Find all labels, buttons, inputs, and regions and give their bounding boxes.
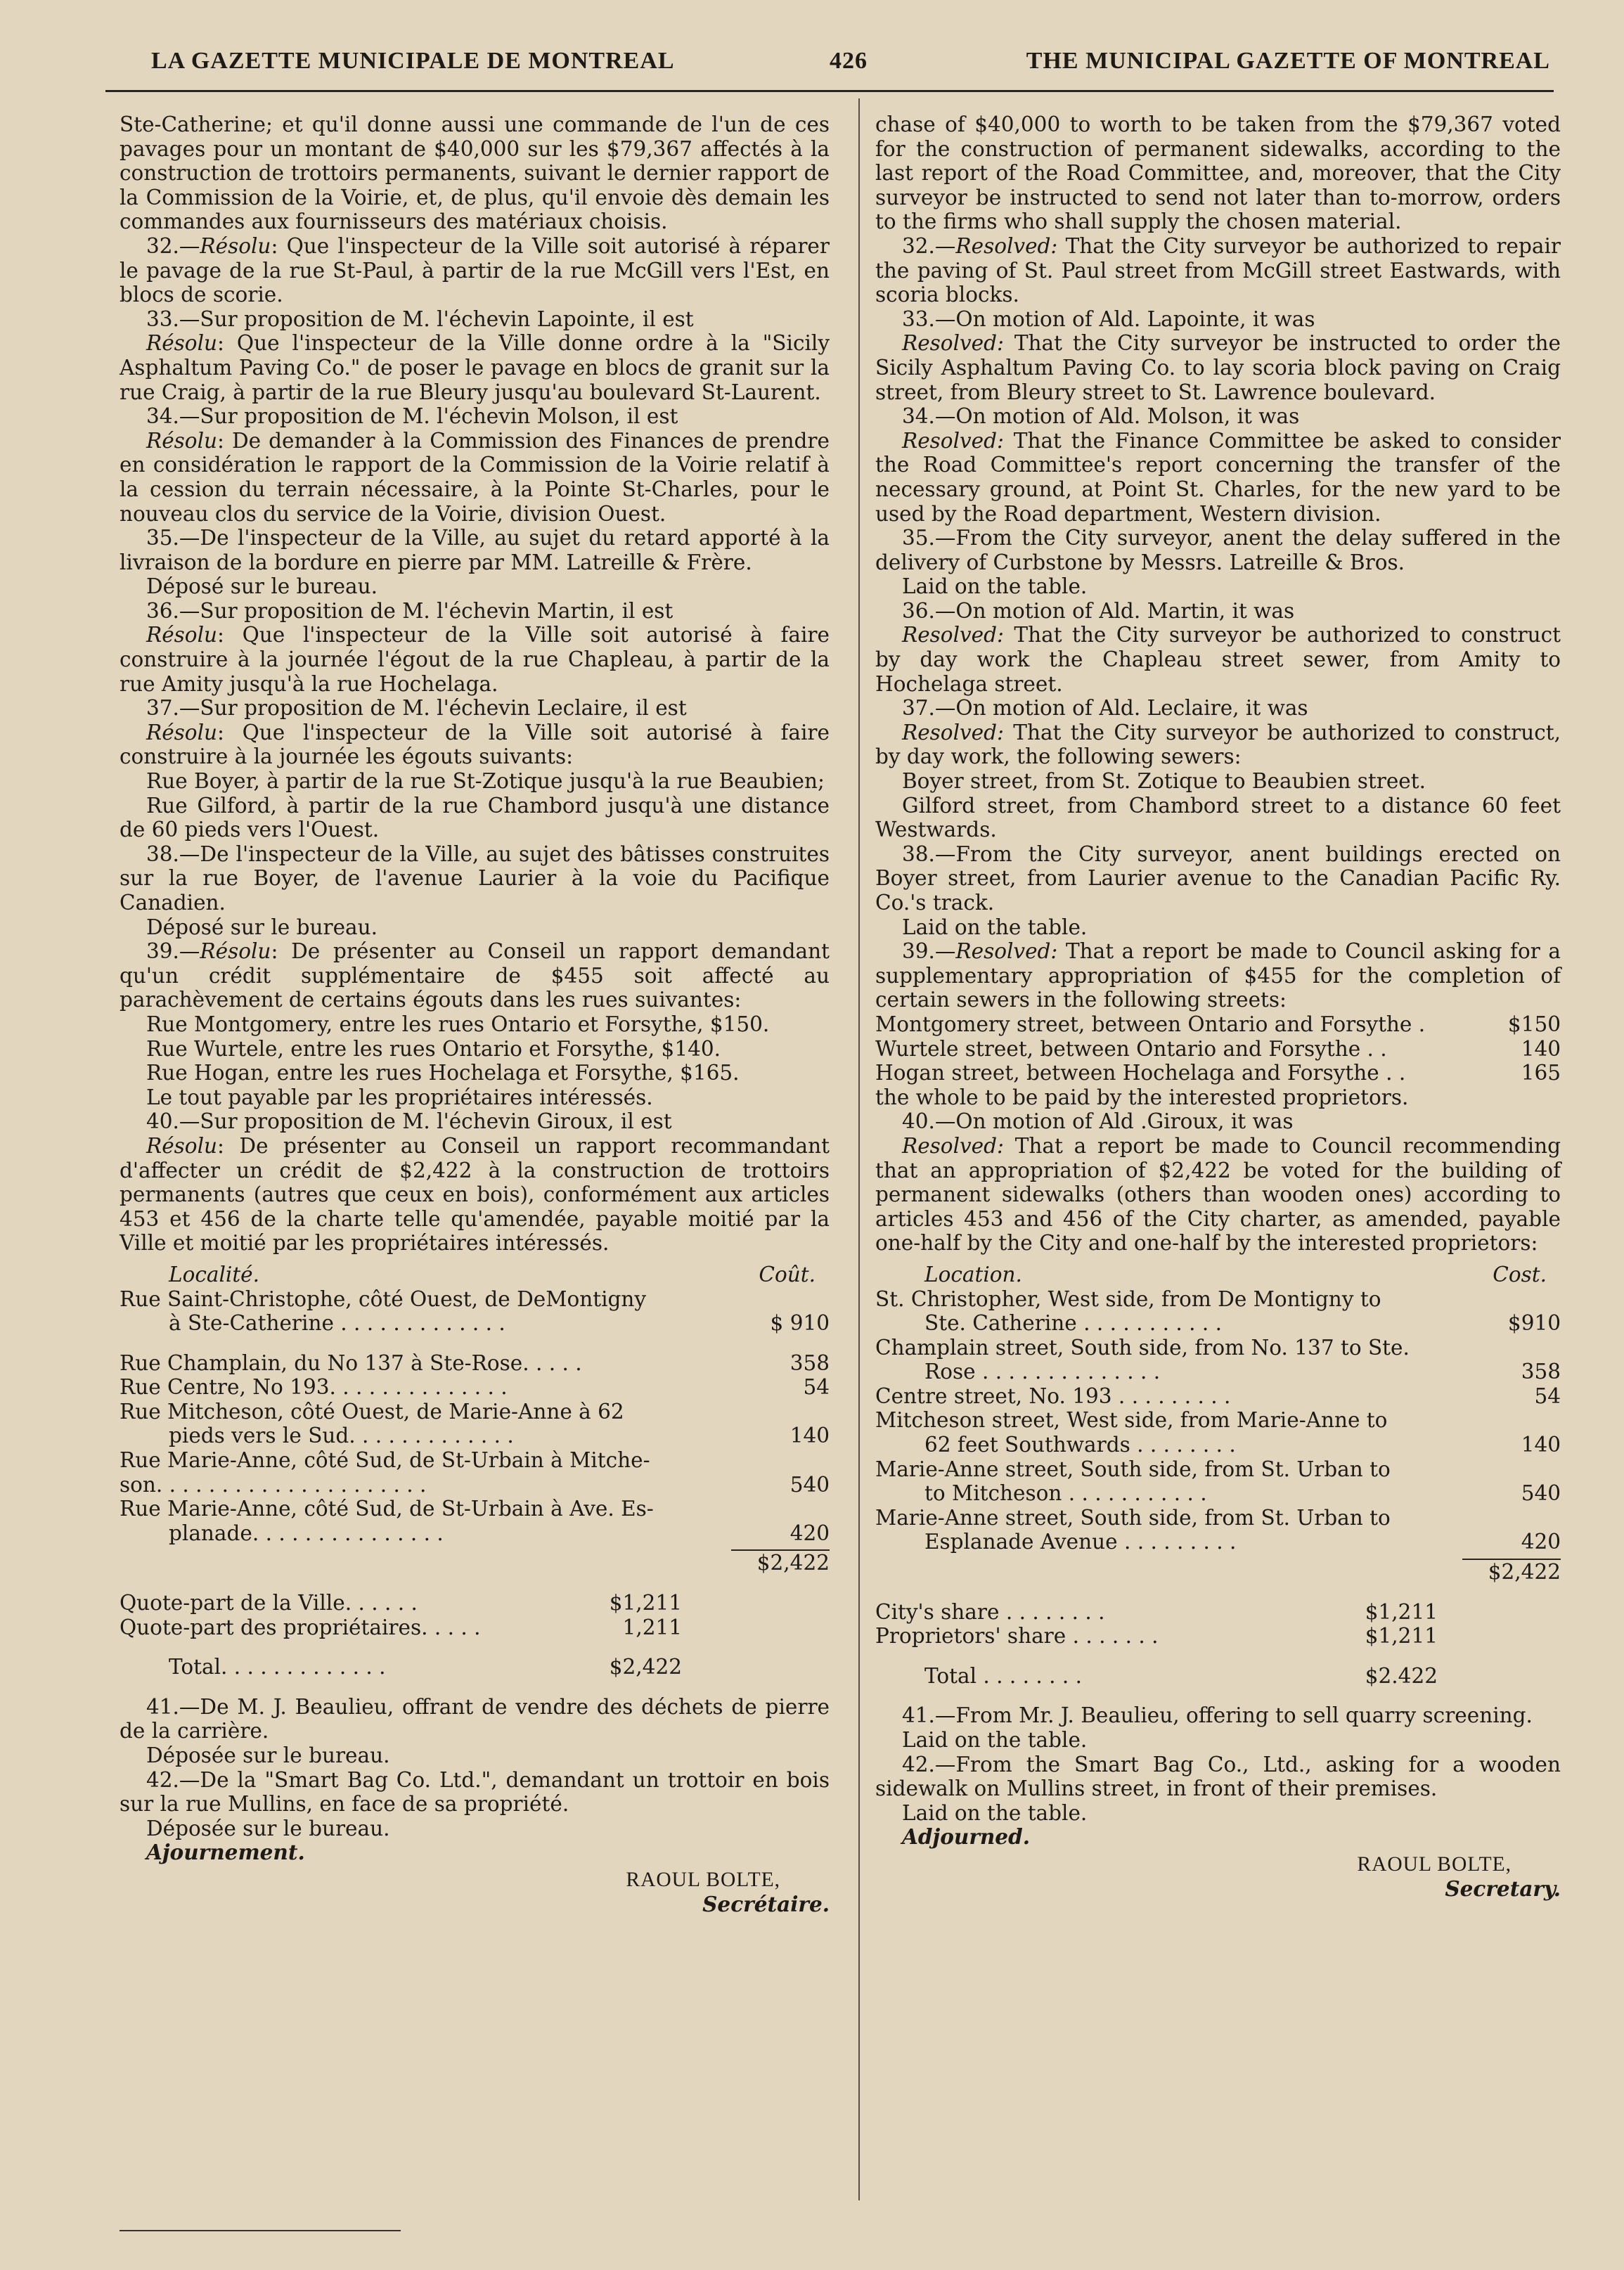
item-35-tabled: Déposé sur le bureau.: [146, 574, 378, 599]
total-row: Total. . . . . . . . . . . . . $2,422: [169, 1655, 682, 1679]
item-37-resolution: Resolved: That the City surveyor be authorized to construct, by day work, the following sewers:: [875, 720, 1561, 769]
item-38-tabled: Déposé sur le bureau.: [146, 915, 378, 939]
signer-name: RAOUL BOLTE,: [1357, 1852, 1512, 1876]
item-42: 42.—De la "Smart Bag Co. Ltd.", demandant un trottoir en bois sur la rue Mullins, en face de sa propriété.: [120, 1767, 830, 1817]
table-row: Rue Champlain, du No 137 à Ste-Rose. . . . . 358: [120, 1350, 830, 1375]
cost-table-cost-heading: Coût.: [759, 1262, 816, 1286]
item-37-sewer-2: Rue Gilford, à partir de la rue Chambord jusqu'à une distance de 60 pieds vers l'Ouest.: [120, 793, 830, 842]
item-33-motion: 33.—On motion of Ald. Lapointe, it was: [902, 307, 1315, 331]
table-sum-row: $2,422: [756, 1551, 830, 1575]
item-41: 41.—From Mr. J. Beaulieu, offering to sell quarry screening.: [902, 1703, 1533, 1728]
item-39-payable: Le tout payable par les propriétaires intéressés.: [146, 1085, 653, 1109]
proprietors-share-row: Proprietors' share . . . . . . . $1,211: [875, 1624, 1438, 1649]
item-40-motion: 40.—Sur proposition de M. l'échevin Giroux, il est: [146, 1109, 672, 1134]
sewer-row: Wurtele street, between Ontario and Forsythe . . 140: [875, 1036, 1561, 1061]
total-row: Total . . . . . . . . $2.422: [924, 1663, 1438, 1688]
item-34-motion: 34.—Sur proposition de M. l'échevin Molson, il est: [146, 404, 678, 429]
table-sum-row: $2,422: [1488, 1560, 1561, 1585]
item-33-resolution: Resolved: That the City surveyor be instructed to order the Sicily Asphaltum Paving Co. to lay scoria block paving on Craig street, from Bleury street to St. Lawrence boulevard.: [875, 331, 1561, 404]
table-row: Rue Marie-Anne, côté Sud, de St-Urbain à Mitche- son. . . . . . . . . . . . . . . . . . . . . 540: [120, 1448, 830, 1497]
city-share-row: Quote-part de la Ville. . . . . . $1,211: [120, 1591, 682, 1616]
page-number: 426: [830, 48, 868, 74]
table-row: Rue Saint-Christophe, côté Ouest, de DeMontigny à Ste-Catherine . . . . . . . . . . . . . $ 910: [120, 1286, 830, 1336]
item-41-tabled: Laid on the table.: [902, 1728, 1088, 1752]
item-32: 32.—Resolved: That the City surveyor be authorized to repair the paving of St. Paul street from McGill street Eastwards, with scoria blocks.: [875, 233, 1561, 307]
item-37-resolution: Résolu: Que l'inspecteur de la Ville soit autorisé à faire construire à la journée les égouts suivants:: [120, 720, 830, 769]
item-37-sewer-1: Boyer street, from St. Zotique to Beaubien street.: [902, 769, 1426, 794]
table-row: Marie-Anne street, South side, from St. Urban to to Mitcheson . . . . . . . . . . . 540: [875, 1457, 1561, 1506]
item-36-resolution: Resolved: That the City surveyor be authorized to construct by day work the Chapleau street sewer, from Amity to Hochelaga street.: [875, 623, 1561, 696]
header-title-english: THE MUNICIPAL GAZETTE OF MONTREAL: [1026, 48, 1550, 74]
item-34-resolution: Resolved: That the Finance Committee be asked to consider the Road Committee's report concerning the transfer of the necessary ground, at Point St. Charles, for the new yard to be used by the Road department, Western division.: [875, 428, 1561, 526]
page-header: [151, 48, 1550, 83]
item-37-sewer-2: Gilford street, from Chambord street to a distance 60 feet Westwards.: [875, 793, 1561, 842]
item-35: 35.—From the City surveyor, anent the delay suffered in the delivery of Curbstone by Messrs. Latreille & Bros.: [875, 526, 1561, 574]
paragraph-continuation: Ste-Catherine; et qu'il donne aussi une commande de l'un de ces pavages pour un montant de $40,000 sur les $79,367 affectés à la construction de trottoirs permanents, suivant le dernier rapport de la Commission de la Voirie, et, de plus, qu'il envoie dès demain les commandes aux fournisseurs des matériaux choisis.: [120, 112, 830, 234]
cost-table: [120, 1287, 830, 1576]
table-row: Rue Centre, No 193. . . . . . . . . . . . . . 54: [120, 1375, 830, 1400]
header-rule: [105, 90, 1554, 92]
item-39: 39.—Resolved: That a report be made to Council asking for a supplementary appropriation of $455 for the completion of certain sewers in the following streets:: [875, 939, 1561, 1012]
cost-table-header: [875, 1263, 1561, 1287]
cost-table-location-heading: Location.: [924, 1262, 1022, 1286]
item-37-motion: 37.—On motion of Ald. Leclaire, it was: [902, 696, 1308, 721]
item-33-motion: 33.—Sur proposition de M. l'échevin Lapointe, il est: [146, 307, 694, 331]
header-title-french: LA GAZETTE MUNICIPALE DE MONTREAL: [151, 48, 675, 74]
item-35: 35.—De l'inspecteur de la Ville, au sujet du retard apporté à la livraison de la bordure en pierre par MM. Latreille & Frère.: [120, 526, 830, 574]
table-row: Rue Marie-Anne, côté Sud, de St-Urbain à Ave. Es- planade. . . . . . . . . . . . . . . 420: [120, 1497, 830, 1545]
item-33-resolution: Résolu: Que l'inspecteur de la Ville donne ordre à la "Sicily Asphaltum Paving Co." de poser le pavage en blocs de granit sur la rue Craig, à partir de la rue Bleury jusqu'au boulevard St-Laurent.: [120, 331, 830, 404]
item-37-motion: 37.—Sur proposition de M. l'échevin Leclaire, il est: [146, 696, 687, 721]
adjournment: Adjourned.: [902, 1824, 1030, 1850]
table-row: Marie-Anne street, South side, from St. Urban to Esplanade Avenue . . . . . . . . . 420: [875, 1505, 1561, 1554]
item-40-resolution: Resolved: That a report be made to Council recommending that an appropriation of $2,422 be voted for the building of permanent sidewalks (others than wooden ones) according to articles 453 and 456 of the City charter, as amended, payable one-half by the City and one-half by the interested proprietors:: [875, 1133, 1561, 1256]
item-40-motion: 40.—On motion of Ald .Giroux, it was: [902, 1109, 1294, 1134]
item-32: 32.—Résolu: Que l'inspecteur de la Ville soit autorisé à réparer le pavage de la rue St-Paul, à partir de la rue McGill vers l'Est, en blocs de scorie.: [120, 233, 830, 307]
cost-table-cost-heading: Cost.: [1493, 1262, 1547, 1286]
signer-title: Secretary.: [1445, 1876, 1561, 1901]
footer-rule: [120, 2230, 401, 2231]
signer-title: Secrétaire.: [702, 1891, 830, 1916]
item-42-tabled: Déposée sur le bureau.: [146, 1816, 390, 1840]
item-39: 39.—Résolu: De présenter au Conseil un rapport demandant qu'un crédit supplémentaire de $455 soit affecté au parachèvement de certains égouts dans les rues suivantes:: [120, 939, 830, 1012]
item-36-motion: 36.—On motion of Ald. Martin, it was: [902, 598, 1295, 623]
sewer-row: Hogan street, between Hochelaga and Forsythe . . 165: [875, 1061, 1561, 1085]
signature-block: [120, 1868, 830, 1916]
table-row: Centre street, No. 193 . . . . . . . . . 54: [875, 1384, 1561, 1408]
french-column: [120, 112, 830, 1916]
item-39-street-1: Rue Montgomery, entre les rues Ontario et Forsythe, $150.: [146, 1012, 770, 1036]
paragraph-continuation: chase of $40,000 to worth to be taken from the $79,367 voted for the construction of permanent sidewalks, according to the last report of the Road Committee, and, moreover, that the City surveyor be instructed to send not later than to-morrow, orders to the firms who shall supply the chosen material.: [875, 112, 1561, 234]
signature-block: [875, 1852, 1561, 1901]
cost-table: [875, 1287, 1561, 1585]
item-34-motion: 34.—On motion of Ald. Molson, it was: [902, 404, 1300, 429]
table-row: Rue Mitcheson, côté Ouest, de Marie-Anne à 62 pieds vers le Sud. . . . . . . . . . . . . 140: [120, 1399, 830, 1448]
item-39-street-2: Rue Wurtele, entre les rues Ontario et Forsythe, $140.: [146, 1036, 721, 1061]
item-36-motion: 36.—Sur proposition de M. l'échevin Martin, il est: [146, 598, 674, 623]
item-36-resolution: Résolu: Que l'inspecteur de la Ville soit autorisé à faire construire à la journée l'égout de la rue Chapleau, à partir de la rue Amity jusqu'à la rue Hochelaga.: [120, 623, 830, 696]
city-share-row: City's share . . . . . . . . $1,211: [875, 1599, 1438, 1624]
item-38: 38.—De l'inspecteur de la Ville, au sujet des bâtisses construites sur la rue Boyer, de l'avenue Laurier à la voie du Pacifique Canadien.: [120, 841, 830, 915]
table-row: St. Christopher, West side, from De Montigny to Ste. Catherine . . . . . . . . . . . $910: [875, 1286, 1561, 1336]
item-38: 38.—From the City surveyor, anent buildings erected on Boyer street, from Laurier avenue to the Canadian Pacific Ry. Co.'s track.: [875, 841, 1561, 915]
table-row: Mitcheson street, West side, from Marie-Anne to 62 feet Southwards . . . . . . . . 140: [875, 1408, 1561, 1457]
proprietors-share-row: Quote-part des propriétaires. . . . . 1,211: [120, 1615, 682, 1639]
item-40-resolution: Résolu: De présenter au Conseil un rapport recommandant d'affecter un crédit de $2,422 à la construction de trottoirs permanents (autres que ceux en bois), conformément aux articles 453 et 456 de la charte telle qu'amendée, payable moitié par la Ville et moitié par les propriétaires intéressés.: [120, 1133, 830, 1256]
column-divider: [858, 98, 860, 2200]
item-42: 42.—From the Smart Bag Co., Ltd., asking for a wooden sidewalk on Mullins street, in front of their premises.: [875, 1752, 1561, 1801]
cost-table-location-heading: Localité.: [169, 1262, 260, 1286]
item-34-resolution: Résolu: De demander à la Commission des Finances de prendre en considération le rapport de la Commission de la Voirie relatif à la cession du terrain nécessaire, à la Pointe St-Charles, pour le nouveau clos du service de la Voirie, division Ouest.: [120, 428, 830, 526]
table-row: Champlain street, South side, from No. 137 to Ste. Rose . . . . . . . . . . . . . . 358: [875, 1335, 1561, 1384]
item-41: 41.—De M. J. Beaulieu, offrant de vendre des déchets de pierre de la carrière.: [120, 1694, 830, 1743]
item-39-payable: the whole to be paid by the interested proprietors.: [875, 1085, 1409, 1109]
sewer-row: Montgomery street, between Ontario and Forsythe . $150: [875, 1012, 1561, 1036]
cost-table-header: [120, 1263, 830, 1287]
item-42-tabled: Laid on the table.: [902, 1800, 1088, 1825]
signer-name: RAOUL BOLTE,: [626, 1868, 780, 1891]
item-41-tabled: Déposée sur le bureau.: [146, 1743, 390, 1767]
item-38-tabled: Laid on the table.: [902, 915, 1088, 939]
item-35-tabled: Laid on the table.: [902, 574, 1088, 599]
item-39-street-3: Rue Hogan, entre les rues Hochelaga et Forsythe, $165.: [146, 1061, 740, 1085]
english-column: [875, 112, 1561, 1901]
item-37-sewer-1: Rue Boyer, à partir de la rue St-Zotique jusqu'à la rue Beaubien;: [146, 769, 825, 794]
adjournment: Ajournement.: [146, 1840, 305, 1865]
